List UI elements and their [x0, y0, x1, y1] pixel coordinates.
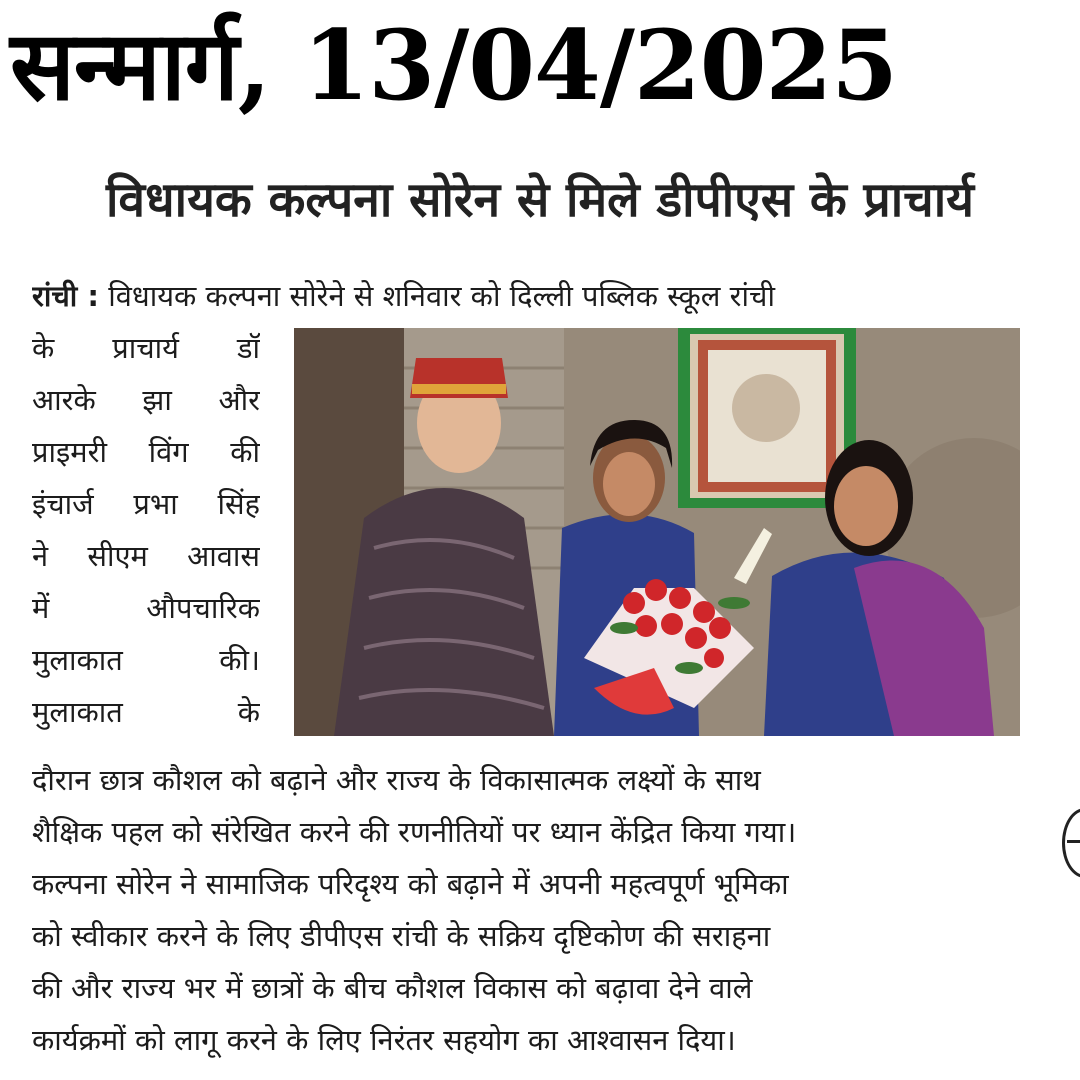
publication-name: सन्मार्ग — [10, 9, 238, 122]
narrow-line: प्राइमरी विंग की — [32, 435, 260, 469]
newspaper-banner — [10, 6, 1070, 126]
body-line: कल्पना सोरेन ने सामाजिक परिदृश्य को बढ़ाने में अपनी महत्वपूर्ण भूमिका — [32, 867, 789, 901]
news-photo — [294, 328, 1020, 736]
publication-date: 13/04/2025 — [302, 9, 898, 122]
page-edge-mark — [1062, 808, 1080, 878]
narrow-line: के प्राचार्य डॉ — [32, 331, 260, 365]
narrow-line: मुलाकात के — [32, 695, 260, 729]
body-line: की और राज्य भर में छात्रों के बीच कौशल विकास को बढ़ावा देने वाले — [32, 971, 753, 1005]
dateline: रांची : — [32, 279, 99, 313]
body-line: कार्यक्रमों को लागू करने के लिए निरंतर सहयोग का आश्वासन दिया। — [32, 1023, 736, 1057]
narrow-line: आरके झा और — [32, 383, 260, 417]
body-line: दौरान छात्र कौशल को बढ़ाने और राज्य के विकासात्मक लक्ष्यों के साथ — [32, 763, 761, 797]
lead-line — [32, 270, 1020, 322]
body-line: को स्वीकार करने के लिए डीपीएस रांची के सक्रिय दृष्टिकोण की सराहना — [32, 919, 771, 953]
narrow-line: में औपचारिक — [32, 591, 260, 625]
narrow-line: ने सीएम आवास — [32, 539, 260, 573]
body-line: शैक्षिक पहल को संरेखित करने की रणनीतियों पर ध्यान केंद्रित किया गया। — [32, 815, 797, 849]
narrow-line: इंचार्ज प्रभा सिंह — [32, 487, 260, 521]
narrow-line: मुलाकात की। — [32, 643, 260, 677]
article-headline: विधायक कल्पना सोरेन से मिले डीपीएस के प्राचार्य — [106, 172, 974, 228]
lead-text: विधायक कल्पना सोरेने से शनिवार को दिल्ली पब्लिक स्कूल रांची — [108, 279, 775, 313]
banner-separator: , — [237, 9, 303, 122]
